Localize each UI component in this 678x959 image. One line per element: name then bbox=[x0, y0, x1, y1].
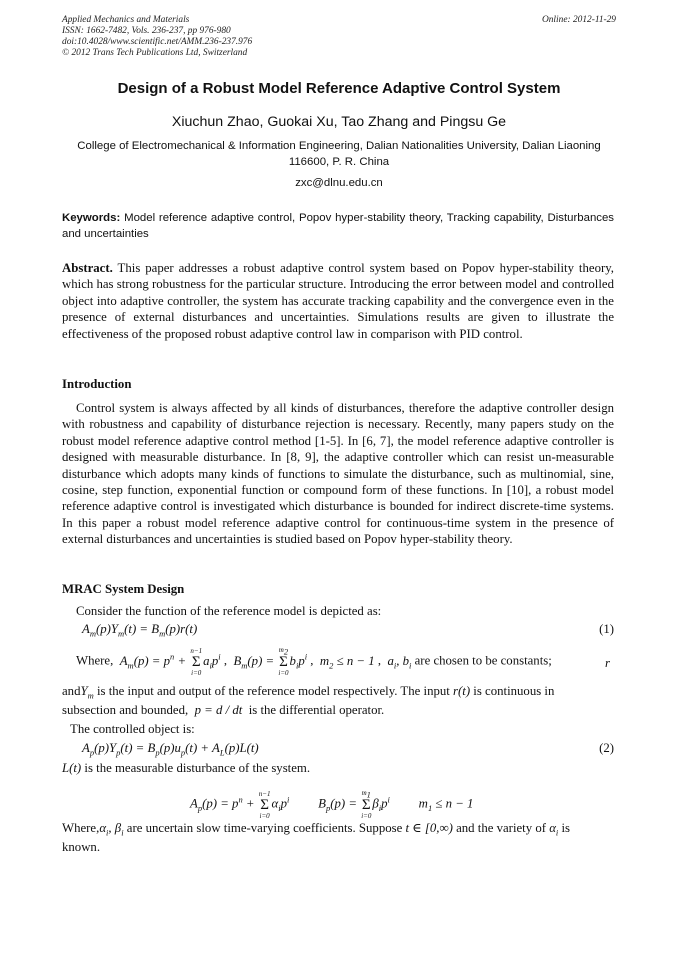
journal-header bbox=[62, 15, 616, 59]
where-tail: are chosen to be constants; bbox=[414, 653, 552, 668]
where2-lead: Where, bbox=[62, 821, 100, 835]
keywords-text: Model reference adaptive control, Popov hyper-stability theory, Tracking capability, Disturbances and uncertainties bbox=[62, 212, 614, 240]
ym-text: is the input and output of the reference model respectively. The input bbox=[96, 684, 450, 698]
ym-tail: is continuous in bbox=[473, 684, 555, 698]
where2-tail: and the variety of bbox=[456, 821, 546, 835]
introduction-heading: Introduction bbox=[62, 377, 132, 391]
controlled-object-line: The controlled object is: bbox=[70, 722, 195, 736]
subsection-text: subsection and bounded, bbox=[62, 703, 189, 717]
abstract-label: Abstract. bbox=[62, 261, 113, 275]
ym-line bbox=[62, 684, 614, 701]
where2-text: are uncertain slow time-varying coefficients. Suppose bbox=[126, 821, 403, 835]
where2-is: is bbox=[561, 821, 571, 835]
paper-title: Design of a Robust Model Reference Adaptive Control System bbox=[117, 80, 561, 97]
am-definition: $A_m(p) = p^n$ + n−1 Σ i=0 $a_ip^i$ bbox=[119, 646, 221, 677]
mrac-intro-line: Consider the function of the reference model is depicted as: bbox=[76, 604, 382, 618]
alpha-beta-symbols: $\alpha_i$, $\beta_i$ bbox=[99, 821, 124, 838]
mrac-heading: MRAC System Design bbox=[62, 582, 185, 596]
known-line: known. bbox=[62, 840, 101, 854]
equation-ap-bp: $A_p(p) = p^n$ + n−1 Σ i=0 $\alpha_ip^i$ $B_p(p)$ = $m_1$ Σ i=0 $\beta_ip^i$ $m_1 \le n - 1$ bbox=[190, 789, 474, 821]
subsection-tail: is the differential operator. bbox=[248, 703, 385, 717]
where-lead: Where, bbox=[76, 653, 114, 668]
where-line-2 bbox=[62, 821, 614, 838]
author-email[interactable]: zxc@dlnu.edu.cn bbox=[295, 177, 383, 189]
keywords-block bbox=[62, 210, 614, 242]
copyright-line: © 2012 Trans Tech Publications Ltd, Switzerland bbox=[62, 48, 248, 58]
m2-condition: $m_2 \le n - 1$ bbox=[319, 653, 375, 671]
abstract-block bbox=[62, 260, 614, 342]
equation-2: $A_p(p)Y_p(t) = B_p(p)u_p(t) + A_L(p)L(t)$ bbox=[82, 741, 259, 758]
equation-1-number: (1) bbox=[599, 622, 614, 636]
equation-2-number: (2) bbox=[599, 741, 614, 755]
abstract-text: This paper addresses a robust adaptive control system based on Popov hyper-stability theory, which has strong robustness for the particular structure. Introducing the error between model and controlled object into adaptive controller, the system has accurate tracking capability and the convergence even in the presence of external disturbances and uncertainties. Simulations results are given to illustrate the effectiveness of the proposed robust adaptive control law in comparison with PID control. bbox=[62, 261, 614, 341]
author-list: Xiuchun Zhao, Guokai Xu, Tao Zhang and Pingsu Ge bbox=[171, 114, 507, 130]
alpha-i-symbol: $\alpha_i$ bbox=[549, 821, 559, 838]
and-lead: and bbox=[62, 684, 81, 698]
disturbance-text: is the measurable disturbance of the system. bbox=[84, 761, 311, 775]
equation-1: $A_m(p)Y_m(t) = B_m(p)r(t)$ bbox=[82, 622, 198, 639]
bm-definition: $B_m(p)$ = $m_2$ Σ i=0 $b_ip^i$ bbox=[233, 646, 308, 678]
operator-line bbox=[62, 703, 614, 718]
where-line-1: Where, $A_m(p) = p^n$ + n−1 Σ i=0 $a_ip^i$ , $B_m(p)$ = $m_2$ Σ i=0 $b_ip^i$ , $m_2 \le n - 1$ , $a_i$, $b_i$ are chosen to be constants; bbox=[76, 646, 552, 678]
doi-line: doi:10.4028/www.scientific.net/AMM.236-237.976 bbox=[62, 37, 253, 47]
ai-bi-symbols: $a_i$, $b_i$ bbox=[387, 653, 412, 671]
r-symbol: r bbox=[605, 656, 610, 670]
issn-line: ISSN: 1662-7482, Vols. 236-237, pp 976-980 bbox=[62, 26, 231, 36]
lt-symbol: L(t) bbox=[62, 761, 82, 775]
ym-symbol: $Y_m$ bbox=[80, 684, 94, 701]
keywords-label: Keywords: bbox=[62, 212, 121, 224]
online-date: Online: 2012-11-29 bbox=[541, 15, 616, 25]
affiliation: College of Electromechanical & Information Engineering, Dalian Nationalities University, Dalian Liaoning 116600, P. R. China bbox=[77, 140, 601, 168]
p-operator: p = d / dt bbox=[194, 703, 243, 717]
rt-symbol: r(t) bbox=[453, 684, 471, 698]
disturbance-line bbox=[62, 761, 614, 776]
time-domain: t ∈ [0,∞) bbox=[405, 821, 453, 835]
introduction-text: Control system is always affected by all kinds of disturbances, therefore the adaptive controller design with robustness and capability of disturbance rejection is necessary. Recently, many papers study on the robust model reference adaptive control method [1-5]. In [6, 7], the model reference adaptive controller is designed with measurable disturbance. In [8, 9], the adaptive controller which can resist un-measurable disturbance which adopts many kinds of functions to simulate the disturbance, such as multinomial, sine, cosine, step function, exponential function or compound form of these functions. In [10], a robust model reference adaptive control is investigated which disturbance is bounded for indirect discrete-time systems. In this paper a robust model reference adaptive control for continuous-time system in the presence of external disturbances and uncertainties is studied based on Popov hyper-stability theory. bbox=[62, 401, 614, 547]
journal-name: Applied Mechanics and Materials bbox=[62, 15, 190, 25]
